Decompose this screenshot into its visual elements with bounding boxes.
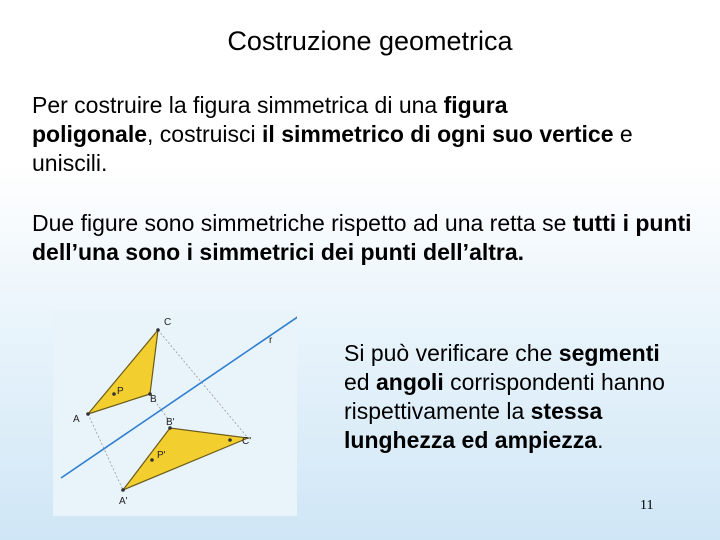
page-number: 11	[640, 498, 654, 513]
vertex-c	[156, 328, 160, 332]
label-b: B	[150, 394, 157, 405]
note-bold-segmenti: segmenti	[558, 340, 660, 366]
note-text-3: corrispondenti hanno rispettivamente la	[344, 369, 665, 424]
note-verification	[344, 339, 684, 455]
triangle-a2b2c2	[123, 428, 248, 490]
note-text-4: .	[597, 427, 604, 453]
label-a: A	[73, 414, 80, 425]
point-p2	[150, 458, 154, 462]
note-text-2: ed	[344, 369, 376, 395]
triangle-abc	[88, 330, 158, 414]
p1-bold-simmetrico: il simmetrico di ogni suo vertice	[262, 121, 614, 147]
note-text-1: Si può verificare che	[344, 340, 559, 366]
paragraph-construction	[32, 91, 702, 178]
p2-bold-definition: tutti i punti dell’una sono i simmetrici dei punti dell’altra.	[32, 210, 692, 265]
label-a2: A'	[119, 496, 128, 507]
vertex-a	[86, 412, 90, 416]
p1-bold-poligonale: poligonale	[32, 121, 147, 147]
p1-text-3: , costruisci	[147, 121, 263, 147]
vertex-c2	[228, 438, 232, 442]
vertex-a2	[121, 488, 125, 492]
slide-title: Costruzione geometrica	[227, 26, 513, 56]
label-c: C	[164, 317, 172, 328]
note-bold-angoli: angoli	[375, 369, 444, 395]
p1-bold-figura: figura	[443, 92, 508, 118]
paragraph-definition	[32, 209, 702, 267]
axis-label-r: r	[269, 335, 273, 346]
symmetry-diagram	[53, 310, 297, 516]
label-p2: P'	[157, 450, 166, 461]
label-p: P	[117, 386, 124, 397]
p1-text-1: Per costruire la figura simmetrica di una	[32, 92, 444, 118]
symmetry-figure	[53, 310, 297, 516]
label-c2: C'	[242, 436, 252, 447]
point-p	[112, 392, 116, 396]
label-b2: B'	[166, 417, 175, 428]
p2-text-1: Due figure sono simmetriche rispetto ad una retta se	[32, 210, 573, 236]
note-bold-stessa: stessa lunghezza ed ampiezza	[344, 398, 603, 453]
p1-text-4: e uniscili.	[32, 121, 633, 176]
